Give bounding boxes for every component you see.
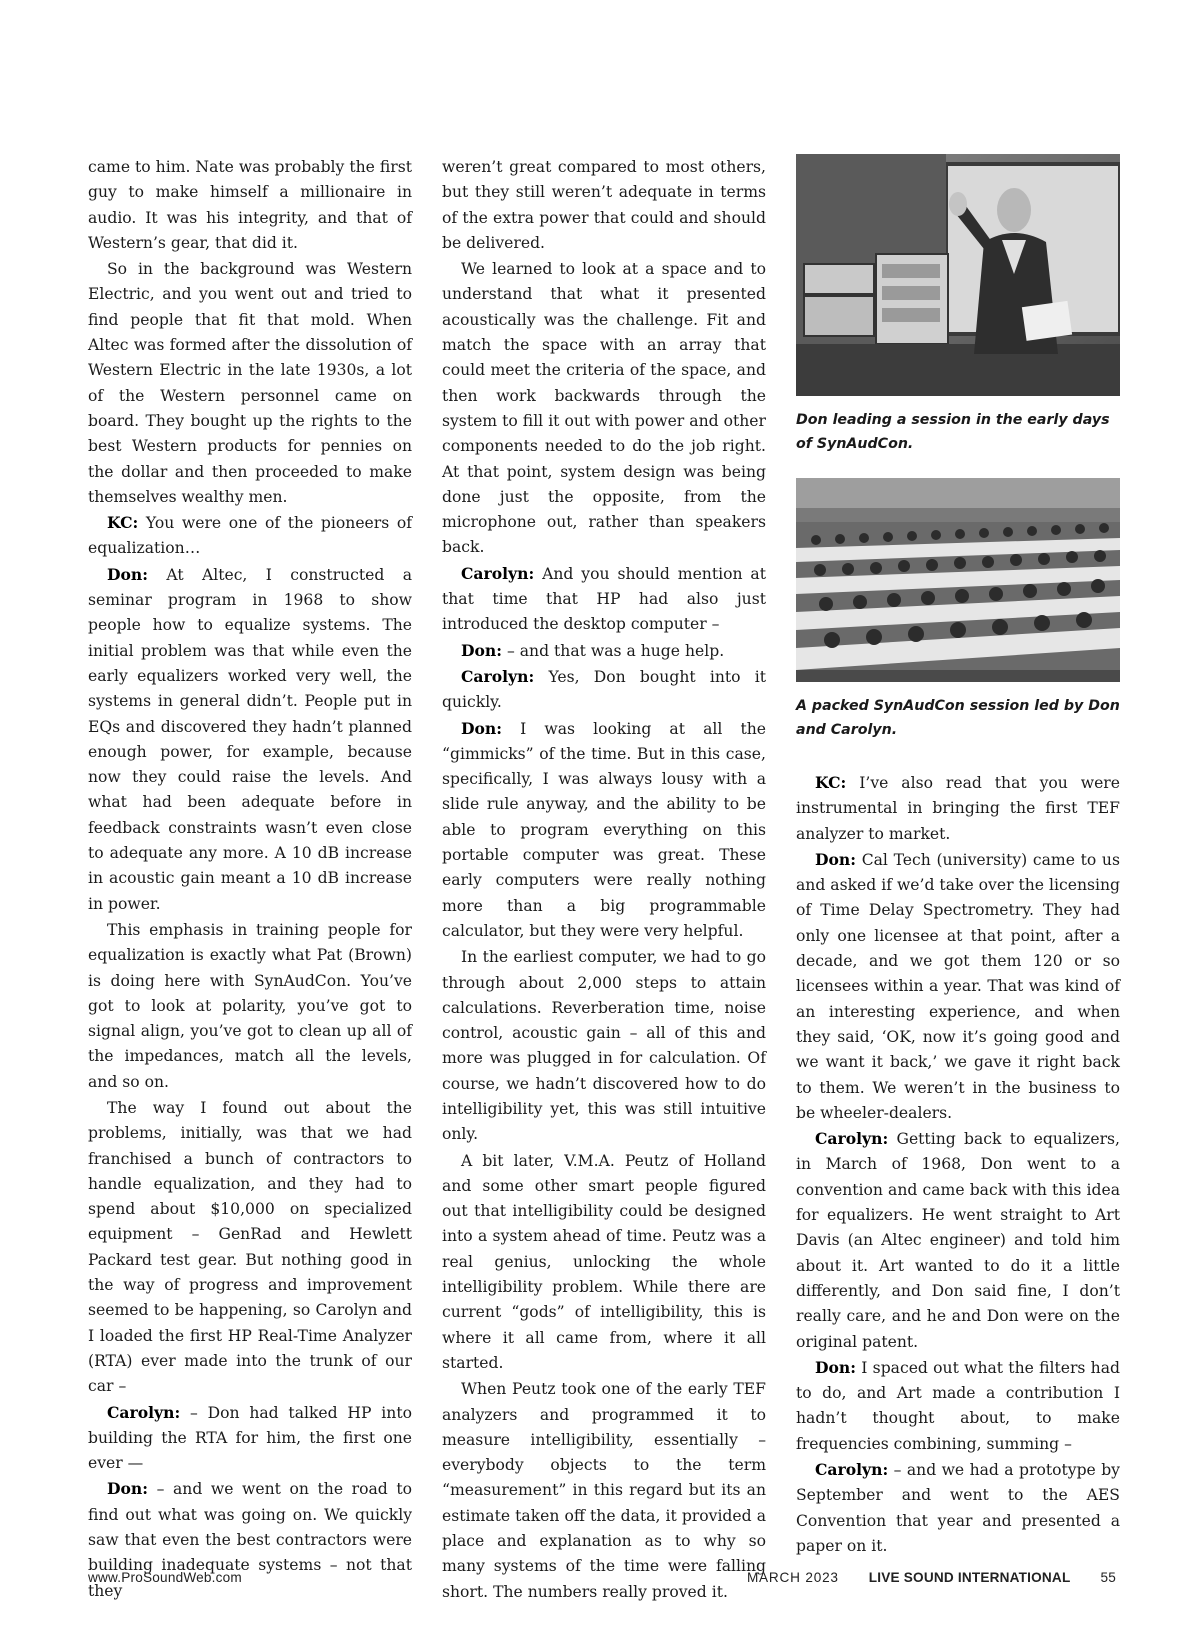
text-column-1 [88,154,412,1604]
paragraph: The way I found out about the problems, initially, was that we had franchised a bunch of contractors to handle equalization, and they had to spend about $10,000 on specialized equipment – GenRad and Hewlett Packard test gear. But nothing good in the way of progress and improvement seemed to be happening, so Carolyn and I loaded the first HP Real-Time Analyzer (RTA) ever made into the trunk of our car – [88,1098,412,1396]
paragraph: Don: I spaced out what the filters had to do, and Art made a contribution I hadn’t thought about, to make frequencies combining, summing – [796,1357,1120,1453]
paragraph: In the earliest computer, we had to go through about 2,000 steps to attain calculations. Reverberation time, noise control, acoustic gain – all of this and more was plugged in for calculation. Of course, we hadn’t discovered how to do intelligibility yet, this was still intuitive only. [442,948,766,1144]
photo-packed-session [796,478,1120,682]
photo2-caption: A packed SynAudCon session led by Don and Carolyn. [796,698,1120,738]
photo-illustration [796,478,1120,682]
footer-publication-info [747,1570,1116,1585]
paragraph: came to him. Nate was probably the first guy to make himself a millionaire in audio. It was his integrity, and that of Western’s gear, that did it. [88,158,412,252]
footer-date: MARCH 2023 [746,1570,839,1585]
paragraph: So in the background was Western Electric, and you went out and tried to find people that fit that mold. When Altec was formed after the dissolution of Western Electric in the late 1930s, a lot of the Western personnel came on board. They bought up the rights to the best Western products for pennies on the dollar and then proceeded to make themselves wealthy men. [88,260,412,506]
paragraph: We learned to look at a space and to understand that what it presented acoustically was the challenge. Fit and match the space with an array that could meet the criteria of the space, and then work backwards through the system to fill it out with power and other components needed to do the job right. At that point, system design was being done just the opposite, from the microphone out, rather than speakers back. [442,260,766,557]
photo1-caption: Don leading a session in the early days of SynAudCon. [796,412,1110,452]
paragraph: Don: At Altec, I constructed a seminar program in 1968 to show people how to equalize systems. The initial problem was that while even the early equalizers worked very well, the systems in general didn’t. People put in EQs and discovered they hadn’t planned enough power, for example, because now they could raise the levels. And what had been adequate before in feedback constraints wasn’t even close to adequate any more. A 10 dB increase in acoustic gain meant a 10 dB increase in power. [88,564,412,913]
paragraph: A bit later, V.M.A. Peutz of Holland and some other smart people figured out that intelligibility could be designed into a system ahead of time. Peutz was a real genius, unlocking the whole intelligibility problem. While there are current “gods” of intelligibility, this is where it all came from, where it all started. [442,1151,766,1372]
paragraph: Carolyn: And you should mention at that time that HP had also just introduced the desktop computer – [442,563,766,634]
paragraph: KC: I’ve also read that you were instrumental in bringing the first TEF analyzer to market. [796,773,1120,843]
footer-website[interactable]: www.ProSoundWeb.com [88,1570,242,1585]
paragraph: This emphasis in training people for equalization is exactly what Pat (Brown) is doing here with SynAudCon. You’ve got to look at polarity, you’ve got to signal align, you’ve got to clean up all of the impedances, match all the levels, and so on. [88,920,412,1091]
paragraph: KC: You were one of the pioneers of equalization… [88,513,412,558]
footer-page-number: 55 [1100,1570,1116,1585]
paragraph: weren’t great compared to most others, but they still weren’t adequate in terms of the extra power that could and should be delivered. [442,158,766,252]
photo-don-leading-session [796,154,1120,396]
paragraph: When Peutz took one of the early TEF analyzers and programmed it to measure intelligibility, essentially – everybody objects to the term “measurement” in this regard but its an estimate taken off the data, it provided a place and explanation as to why so many systems of the time were falling short. The numbers really proved it. [442,1380,766,1601]
photo-illustration [796,154,1120,396]
paragraph: Carolyn: Getting back to equalizers, in March of 1968, Don went to a convention and came back with this idea for equalizers. He went straight to Art Davis (an Altec engineer) and told him about it. Art wanted to do it a little differently, and Don said fine, I don’t really care, and he and Don were on the original patent. [796,1129,1120,1351]
footer-magazine-name: LIVE SOUND INTERNATIONAL [868,1570,1071,1585]
paragraph: Don: I was looking at all the “gimmicks” of the time. But in this case, specifically, I was always lousy with a slide rule anyway, and the ability to be able to program everything on this portable computer was great. These early computers were really nothing more than a big programmable calculator, but they were very helpful. [442,718,766,940]
paragraph: Carolyn: Yes, Don bought into it quickly. [442,666,766,712]
paragraph: Carolyn: – Don had talked HP into building the RTA for him, the first one ever — [88,1402,412,1473]
text-column-2 [442,154,766,1605]
paragraph: Don: Cal Tech (university) came to us and asked if we’d take over the licensing of Time Delay Spectrometry. They had only one licensee at that point, after a decade, and we got them 120 or so licensees within a year. That was kind of an interesting experience, and when they said, ‘OK, now it’s going good and we want it back,’ we gave it right back to them. We weren’t in the business to be wheeler-dealers. [796,849,1120,1122]
text-column-3 [796,154,1120,1559]
paragraph: Carolyn: – and we had a prototype by September and went to the AES Convention that year and presented a paper on it. [796,1460,1120,1555]
paragraph: Don: – and we went on the road to find out what was going on. We quickly saw that even the best contractors were building inadequate systems – not that they [88,1479,412,1600]
paragraph: Don: – and that was a huge help. [461,640,725,660]
